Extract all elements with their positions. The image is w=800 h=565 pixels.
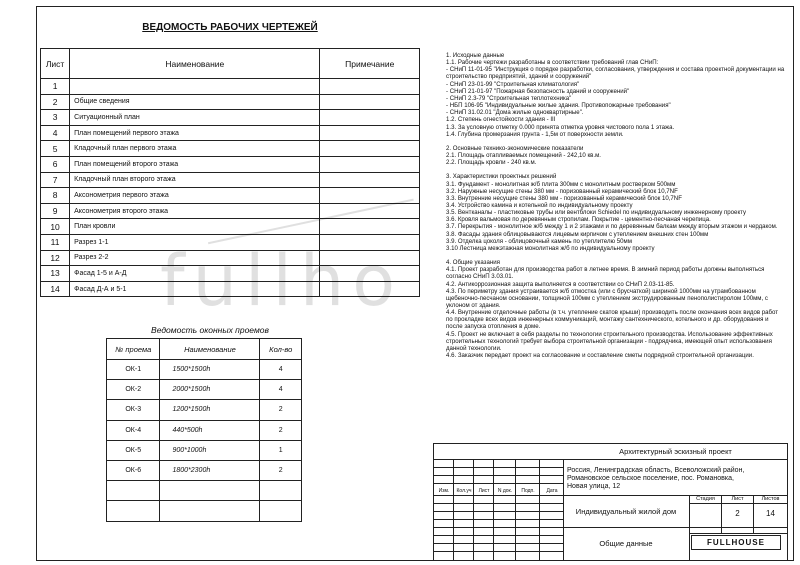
note-line: 3.7. Перекрытия - монолитное ж/б между 1 и 2 этажами и по деревянным балкам между вторым этажом и чердаком. <box>446 223 778 231</box>
sheet-number: 7 <box>41 172 70 188</box>
notes-gap <box>446 252 786 259</box>
windows-table <box>106 338 302 522</box>
sheet-number: 1 <box>41 79 70 95</box>
sheet-value: 2 <box>735 509 740 518</box>
sheet-row <box>41 172 420 188</box>
sheet-note <box>320 110 420 126</box>
window-id: ОК-6 <box>107 460 160 480</box>
sheet-name: Ситуационный план <box>70 110 320 126</box>
col-size: Наименование <box>160 339 260 360</box>
window-id: ОК-2 <box>107 380 160 400</box>
window-id <box>107 481 160 501</box>
sheet-name: Общие сведения <box>70 94 320 110</box>
sheet-title: Общие данные <box>599 539 653 548</box>
note-line: 1.4. Глубина промерзания грунта - 1,5м от поверхности земли. <box>446 130 624 138</box>
window-qty <box>260 481 302 501</box>
window-size: 2000*1500h <box>160 380 260 400</box>
window-id: ОК-4 <box>107 420 160 440</box>
sheet-row <box>41 141 420 157</box>
note-line: 4.1. Проект разработан для производства работ в летнее время. В зимний период работы должны выполняться согласно СНиП 3.03.01. <box>446 266 767 281</box>
note-line: 2.2. Площадь кровли - 240 кв.м. <box>446 159 537 167</box>
sheet-row <box>41 125 420 141</box>
note-line: 3.4. Устройство камина и котельной по индивидуальному проекту <box>446 201 633 209</box>
sheet-note <box>320 172 420 188</box>
sheet-name: Разрез 1-1 <box>70 234 320 250</box>
note-line: 3. Характеристики проектных решений <box>446 173 557 181</box>
sheet-name: План кровли <box>70 219 320 235</box>
sheet-label: Лист <box>731 496 744 502</box>
sheet-row <box>41 79 420 95</box>
col-count: Кол.уч <box>456 488 472 494</box>
window-size: 1800*2300h <box>160 460 260 480</box>
window-size: 1200*1500h <box>160 400 260 420</box>
note-line: 1. Исходные данные <box>446 52 505 59</box>
sheet-name: Аксонометрия первого этажа <box>70 188 320 204</box>
sheet-note <box>320 125 420 141</box>
building-name: Индивидуальный жилой дом <box>575 507 677 516</box>
note-line: 4.6. Заказчик передает проект на согласование и составление сметы подрядной строительной организации. <box>446 352 754 360</box>
note-line: 4.3. По периметру здания устраивается ж/б отмостка (или с брусчаткой) шириной 1000мм на утрамбованном щебеночно-песчаном основании, толщиной 100мм с утеплением экструдированным пенополистиролом 100мм, с уклоном от здания. <box>446 287 770 309</box>
window-id <box>107 501 160 521</box>
col-rev: Изм. <box>438 488 450 494</box>
sheet-number: 3 <box>41 110 70 126</box>
address-line-2: Романовское сельское поселение, пос. Романовка, <box>567 475 734 482</box>
fullhouse-logo: FULLHOUSE <box>691 535 781 550</box>
note-line: 4.5. Проект не включает в себя разделы по технологии строительного производства. Использование эффективных строительных технологий требует выбора строительной организации - подрядчика, имеющей опыт использования данной технологии. <box>446 330 775 352</box>
sheet-number: 10 <box>41 219 70 235</box>
window-row <box>107 460 302 480</box>
note-line: 4.4. Внутренние отделочные работы (в т.ч. утепление скатов крыши) производить после окончания всех видов работ по прокладке всех видов инженерных коммуникаций, монтажу сантехнического, котельного и др. оборудования и после запуска отопления в доме. <box>446 309 780 331</box>
window-size: 1500*1500h <box>160 360 260 380</box>
sheet-number: 14 <box>41 281 70 297</box>
sheet-name: Аксонометрия второго этажа <box>70 203 320 219</box>
note-line: 4. Общие указания <box>446 259 500 267</box>
note-line: 4.2. Антикоррозионная защита выполняется в соответствии со СНиП 2.03-11-85. <box>446 280 675 288</box>
sheet-row <box>41 188 420 204</box>
sheet-row <box>41 156 420 172</box>
watermark: fullho <box>160 240 404 322</box>
sheet-note <box>320 141 420 157</box>
window-qty: 1 <box>260 440 302 460</box>
sheet-number: 5 <box>41 141 70 157</box>
sheet-name: Разрез 2-2 <box>70 250 320 266</box>
address-line-3: Новая улица, 12 <box>567 483 621 490</box>
sheet-note <box>320 79 420 95</box>
sheets-value: 14 <box>766 509 775 518</box>
window-qty: 4 <box>260 380 302 400</box>
window-qty <box>260 501 302 521</box>
note-line: - СНиП 2.3-79 "Строительная теплотехника" <box>446 94 572 102</box>
note-line: 3.1. Фундамент - монолитная ж/б плита 300мм с монолитным ростверком 500мм <box>446 180 676 188</box>
col-doc: N док. <box>497 488 513 494</box>
sheet-number: 2 <box>41 94 70 110</box>
sheet-row <box>41 110 420 126</box>
window-row <box>107 440 302 460</box>
sheet-number: 9 <box>41 203 70 219</box>
window-qty: 2 <box>260 400 302 420</box>
note-line: 1.2. Степень огнестойкости здания - III <box>446 116 556 124</box>
note-line: 3.5. Вентканалы - пластиковые трубы или вентблоки Schiedel по индивидуальному инженерному проекту <box>446 209 747 217</box>
sheet-name: План помещений первого этажа <box>70 125 320 141</box>
col-sheet: Лист <box>41 49 70 79</box>
window-size: 900*1000h <box>160 440 260 460</box>
col-opening: № проема <box>107 339 160 360</box>
stage-label: Стадия <box>696 496 715 502</box>
sheet-row <box>41 94 420 110</box>
note-line: 1.3. За условную отметку 0.000 принята отметка уровня чистового пола 1 этажа. <box>446 123 675 131</box>
sheets-label: Листов <box>761 496 780 502</box>
sheet-name <box>70 79 320 95</box>
sheet-number: 6 <box>41 156 70 172</box>
window-id: ОК-1 <box>107 360 160 380</box>
window-row <box>107 360 302 380</box>
sheet-name: Фасад 1-5 и А-Д <box>70 266 320 282</box>
sheet-name: Фасад Д-А и 5-1 <box>70 281 320 297</box>
window-id: ОК-3 <box>107 400 160 420</box>
window-size <box>160 501 260 521</box>
window-qty: 4 <box>260 360 302 380</box>
windows-title: Ведомость оконных проемов <box>151 325 269 335</box>
sheet-number: 11 <box>41 234 70 250</box>
window-row <box>107 420 302 440</box>
note-line: - СНиП 23-01-99 "Строительная климатология" <box>446 80 580 88</box>
note-line: - СНиП 31.02.01 "Дома жилые одноквартирные". <box>446 109 584 117</box>
note-line: 1.1. Рабочие чертежи разработаны в соответствии требований глав СНиП: <box>446 59 659 67</box>
note-line: - СНиП 11-01-95 "Инструкция о порядке разработки, согласования, утверждения и состава проектной документации на строительство предприятий, зданий и сооружений" <box>446 66 786 81</box>
note-line: 3.8. Фасады здания облицовываются лицевым кирпичом с утеплением внешних стен 100мм <box>446 230 709 238</box>
sheet-name: Кладочный план второго этажа <box>70 172 320 188</box>
window-qty: 2 <box>260 460 302 480</box>
note-line: 3.2. Наружные несущие стены 380 мм - поризованный керамический блок 10,7NF <box>446 187 678 195</box>
project-type: Архитектурный эскизный проект <box>619 447 732 456</box>
window-row <box>107 481 302 501</box>
sheet-name: План помещений второго этажа <box>70 156 320 172</box>
title-block <box>433 443 788 561</box>
sheet-note <box>320 94 420 110</box>
sheet-number: 4 <box>41 125 70 141</box>
general-notes <box>446 52 786 359</box>
window-qty: 2 <box>260 420 302 440</box>
note-line: 2.1. Площадь отапливаемых помещений - 242,10 кв.м. <box>446 152 601 160</box>
col-qty: Кол-во <box>260 339 302 360</box>
col-sign: Подп. <box>521 488 535 494</box>
notes-gap <box>446 138 786 145</box>
note-line: 3.10 Лестница межэтажная монолитная ж/б по индивидуальному проекту <box>446 244 655 252</box>
window-id: ОК-5 <box>107 440 160 460</box>
note-line: 3.9. Отделка цоколя - облицовочный камень по утеплителю 50мм <box>446 237 632 245</box>
sheet-number: 8 <box>41 188 70 204</box>
col-name: Наименование <box>70 49 320 79</box>
col-date: Дата <box>546 488 558 494</box>
note-line: - НБП 106-95 "Индивидуальные жилые здания. Противопожарные требования" <box>446 102 671 110</box>
col-note: Примечание <box>320 49 420 79</box>
sheet-name: Кладочный план первого этажа <box>70 141 320 157</box>
window-row <box>107 380 302 400</box>
col-list: Лист <box>478 488 490 494</box>
window-size: 440*500h <box>160 420 260 440</box>
sheet-note <box>320 156 420 172</box>
page-title: ВЕДОМОСТЬ РАБОЧИХ ЧЕРТЕЖЕЙ <box>142 22 318 33</box>
window-size <box>160 481 260 501</box>
note-line: 3.3. Внутренние несущие стены 380 мм - поризованный керамический блок 10,7NF <box>446 194 682 202</box>
sheet-number: 12 <box>41 250 70 266</box>
note-line: - СНиП 21-01-97 "Пожарная безопасность зданий и сооружений" <box>446 87 630 95</box>
window-row <box>107 400 302 420</box>
note-line: 2. Основные технико-экономические показатели <box>446 144 584 152</box>
window-row <box>107 501 302 521</box>
address-line-1: Россия, Ленинградская область, Всеволожский район, <box>567 467 745 474</box>
notes-gap <box>446 166 786 173</box>
note-line: 3.6. Кровля вальмовая по деревянным стропилам. Покрытие - цементно-песчаная черепица. <box>446 216 711 224</box>
sheet-number: 13 <box>41 266 70 282</box>
